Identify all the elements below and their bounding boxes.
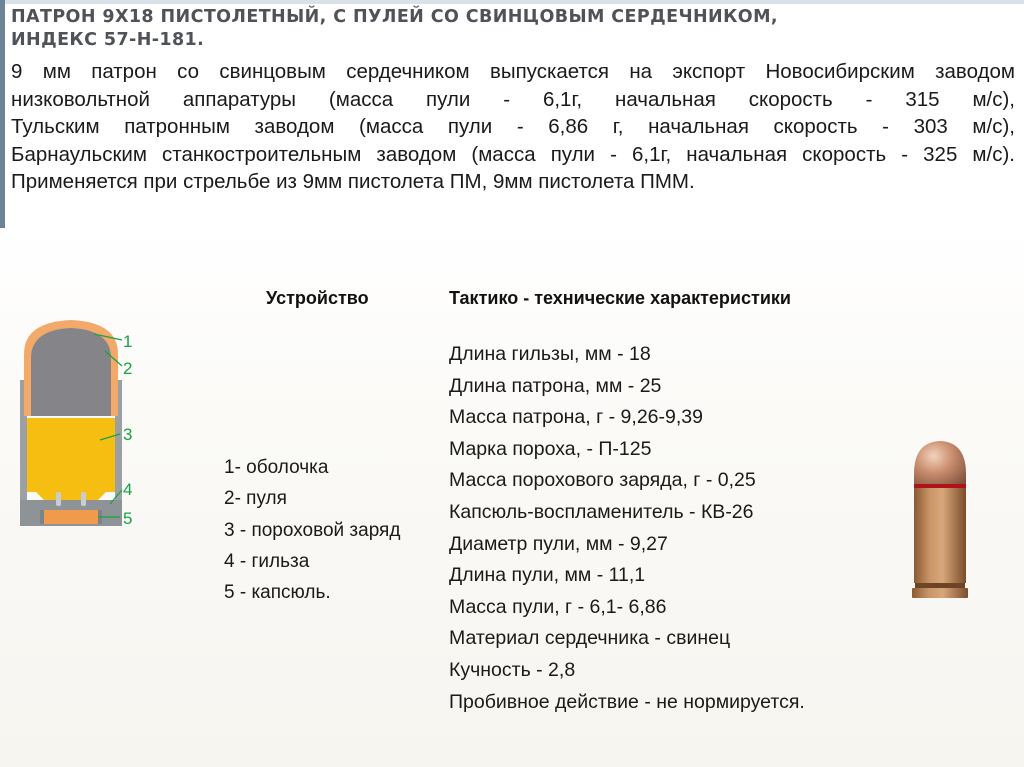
- specs-list: [449, 339, 805, 718]
- spec-item: Масса порохового заряда, г - 0,25: [449, 469, 756, 492]
- title-line-1: ПАТРОН 9Х18 ПИСТОЛЕТНЫЙ, С ПУЛЕЙ СО СВИНЦОВЫМ СЕРДЕЧНИКОМ,: [11, 7, 778, 27]
- cartridge-diagram: [14, 314, 149, 539]
- diagram-label: 1: [123, 332, 133, 351]
- spec-item: Длина гильзы, мм - 18: [449, 343, 651, 365]
- spec-item: Длина пули, мм - 11,1: [449, 564, 646, 587]
- case-body: [914, 488, 966, 583]
- description-line: 9 мм патрон со свинцовым сердечником выпускается на экспорт Новосибирским заводом: [11, 60, 1015, 83]
- bullet-tip: [914, 441, 966, 488]
- description: [11, 58, 1015, 196]
- cartridge-photo: [905, 440, 975, 602]
- legend-item: 3 - пороховой заряд: [224, 519, 401, 541]
- sealant-ring: [914, 484, 966, 488]
- title-line-2: ИНДЕКС 57-Н-181.: [11, 30, 205, 50]
- primer-shape: [44, 510, 98, 524]
- diagram-label: 5: [123, 509, 133, 528]
- description-line: Применяется при стрельбе из 9мм пистолета ПМ, 9мм пистолета ПММ.: [11, 170, 695, 193]
- spec-item: Длина патрона, мм - 25: [449, 374, 662, 397]
- diagram-label: 3: [123, 425, 133, 444]
- spec-item: Пробивное действие - не нормируется.: [449, 690, 805, 713]
- spec-item: Капсюль-воспламенитель - КВ-26: [449, 500, 754, 523]
- flash-hole: [56, 492, 61, 506]
- spec-item: Марка пороха, - П-125: [449, 437, 652, 460]
- device-legend: [224, 452, 400, 608]
- device-heading: Устройство: [266, 288, 369, 308]
- legend-item: 1- оболочка: [224, 457, 329, 478]
- spec-item: Диаметр пули, мм - 9,27: [449, 532, 668, 555]
- flash-hole: [81, 492, 86, 506]
- legend-item: 5 - капсюль.: [224, 582, 331, 604]
- description-line: низковольтной аппаратуры (масса пули - 6,1г, начальная скорость - 315 м/с),: [11, 87, 1015, 111]
- spec-item: Масса патрона, г - 9,26-9,39: [449, 406, 703, 429]
- diagram-label: 4: [123, 480, 133, 499]
- powder-shape: [27, 418, 115, 500]
- spec-item: Масса пули, г - 6,1- 6,86: [449, 595, 667, 618]
- legend-item: 2- пуля: [224, 488, 287, 510]
- core-shape: [31, 328, 111, 416]
- legend-item: 4 - гильза: [224, 550, 310, 572]
- spec-item: Материал сердечника - свинец: [449, 627, 731, 650]
- case-rim: [912, 588, 968, 598]
- diagram-label: 2: [123, 359, 133, 378]
- spec-item: Кучность - 2,8: [449, 658, 576, 681]
- case-groove: [915, 583, 965, 588]
- description-line: Барнаульским станкостроительным заводом (масса пули - 6,1г, начальная скорость - 325 м/с).: [11, 142, 1015, 166]
- description-line: Тульским патронным заводом (масса пули - 6,86 г, начальная скорость - 303 м/с),: [11, 115, 1015, 138]
- specs-heading: Тактико - технические характеристики: [449, 288, 791, 308]
- slide-title: [11, 6, 1011, 52]
